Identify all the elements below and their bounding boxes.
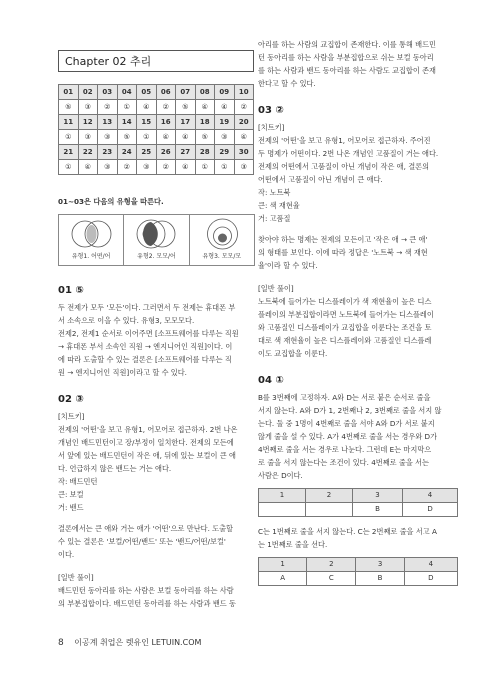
question-number-cell: 21 (59, 145, 79, 160)
q02-tip-line: 작: 배드민턴 (58, 477, 98, 486)
question-number-cell: 01 (59, 85, 79, 100)
page-footer (58, 637, 201, 648)
question-number-cell: 02 (78, 85, 98, 100)
q04-line: 서지 않는다. A와 D가 1, 2번째나 2, 3번째로 줄을 서지 않 (258, 406, 442, 415)
q04-line: 사람은 D이다. (258, 471, 303, 480)
q04-middle-line: C는 1번째로 줄을 서지 않는다. C는 2번째로 줄을 서고 A (258, 527, 437, 536)
grid-value-cell: B (356, 572, 404, 586)
answer-number-row (59, 85, 254, 100)
q02-solution-continued (258, 38, 458, 90)
page-number: 8 (58, 638, 64, 648)
question-number-cell: 22 (78, 145, 98, 160)
grid-value-row (259, 572, 458, 586)
q03-solution-line: 이도 교집합을 이룬다. (258, 349, 328, 358)
q03-tip-line: 전제의 '어떤'을 보고 유형1, 어모어로 접근하자. 주어진 (258, 136, 431, 145)
q02-tip-line: 거: 밴드 (58, 503, 84, 512)
question-number-cell: 03 (98, 85, 118, 100)
grid-header-cell: 4 (403, 489, 458, 503)
grid-value-cell: B (353, 503, 403, 517)
venn-type3 (190, 215, 254, 265)
answer-cell: ④ (156, 130, 176, 145)
q02-continued-line: 턴 동아리를 하는 사람을 부분집합으로 쉬는 보컬 동아리 (258, 53, 434, 62)
q03-tip-line: 어떤에서 고품질이 아닌 개념이 큰 애다. (258, 175, 383, 184)
answer-value-row (59, 100, 254, 115)
q03-solution-line: 와 고품질인 디스플레이가 교집합을 이룬다는 조건을 토 (258, 323, 432, 332)
answer-cell: ② (117, 160, 137, 175)
grid-value-cell: A (259, 572, 307, 586)
answer-cell: ④ (195, 100, 215, 115)
q02-tip-line: 전제의 '어떤'을 보고 유형1, 어모어로 접근하자. 2번 나온 (58, 425, 238, 434)
answer-cell: ④ (78, 160, 98, 175)
answer-cell: ③ (234, 160, 254, 175)
question-number-cell: 11 (59, 115, 79, 130)
answer-number-row (59, 145, 254, 160)
question-number-cell: 06 (156, 85, 176, 100)
intro-note: 01~03은 다음의 유형을 따른다. (58, 197, 164, 206)
answer-cell: ② (156, 100, 176, 115)
answer-cell: ① (59, 160, 79, 175)
question-number-cell: 07 (176, 85, 196, 100)
answer-cell: ④ (137, 100, 157, 115)
q02-tip-label: [치트키] (58, 412, 85, 421)
venn-type2 (124, 215, 189, 265)
grid-header-row (259, 489, 458, 503)
venn-caption-2: 유형2. 모모/어 (137, 253, 176, 260)
q02-conclusion-line: 이다. (58, 550, 75, 559)
q03-conclusion-line: 찾아야 하는 명제는 전제의 모든이고 '작은 애 → 큰 애' (258, 235, 428, 244)
answer-cell: ① (137, 130, 157, 145)
question-number-cell: 25 (137, 145, 157, 160)
answer-cell: ② (98, 100, 118, 115)
q03-solution-label: [일반 풀이] (258, 284, 294, 293)
question-number-cell: 29 (215, 145, 235, 160)
q03-tip-line: 거: 고품질 (258, 214, 291, 223)
answer-value-row (59, 130, 254, 145)
grid-header-cell: 3 (353, 489, 403, 503)
q03-tip-line: 작: 노트북 (258, 188, 291, 197)
answer-cell: ③ (98, 130, 118, 145)
q02-tip-line: 큰: 보컬 (58, 490, 84, 499)
question-number-cell: 24 (117, 145, 137, 160)
q04-line: B를 3번째에 고정하자. A와 D는 서로 붙은 순서로 줄을 (258, 393, 431, 402)
grid-value-row (259, 503, 458, 517)
question-number-cell: 14 (117, 115, 137, 130)
q03-solution-body (258, 295, 458, 360)
question-number-cell: 09 (215, 85, 235, 100)
q03-tip-line: 큰: 색 재현율 (258, 201, 300, 210)
answer-cell: ③ (137, 160, 157, 175)
q01-line: 두 전제가 모두 '모든'이다. 그러면서 두 전제는 휴대폰 부 (58, 303, 236, 312)
question-number-cell: 28 (195, 145, 215, 160)
q04-middle-text (258, 525, 458, 551)
grid-header-cell: 3 (356, 558, 404, 572)
question-number-cell: 16 (156, 115, 176, 130)
grid-value-cell: D (404, 572, 457, 586)
q04-order-table-2 (258, 557, 458, 586)
answer-number-row (59, 115, 254, 130)
q04-heading: 04 ① (258, 375, 284, 386)
q04-line: 않게 줄을 설 수 있다. A가 4번째로 줄을 서는 경우와 D가 (258, 432, 438, 441)
q02-continued-line: 아리를 하는 사람의 교집합이 존재한다. 이를 통해 배드민 (258, 40, 436, 49)
q03-conclusion (258, 233, 458, 272)
answer-cell: ① (117, 100, 137, 115)
q03-conclusion-line: 의 형태를 보인다. 이에 따라 정답은 '노트북 → 색 재현 (258, 248, 428, 257)
answer-cell: ② (234, 100, 254, 115)
q02-tip-line: 서 앞에 있는 배드민턴이 작은 애, 뒤에 있는 보컬이 큰 애 (58, 451, 236, 460)
question-number-cell: 15 (137, 115, 157, 130)
q04-line: 로 줄을 서지 않는다는 조건이 있다. 4번째로 줄을 서는 (258, 458, 429, 467)
q02-conclusion-line: 결론에서는 큰 애와 거는 애가 '어떤'으로 만난다. 도출할 (58, 524, 233, 533)
chapter-title: Chapter 02 추리 (58, 50, 254, 72)
grid-header-cell: 4 (404, 558, 457, 572)
q02-conclusion-line: 수 있는 결론은 '보컬/어떤/밴드' 또는 '밴드/어떤/보컬' (58, 537, 226, 546)
question-number-cell: 10 (234, 85, 254, 100)
q02-continued-line: 한다고 할 수 있다. (258, 79, 316, 88)
q02-solution-body (58, 584, 258, 610)
answer-cell: ① (195, 160, 215, 175)
grid-value-cell (259, 503, 306, 517)
question-number-cell: 19 (215, 115, 235, 130)
question-number-cell: 20 (234, 115, 254, 130)
q02-solution-label: [일반 풀이] (58, 573, 94, 582)
q03-solution-line: 대로 색 재현율이 높은 디스플레이와 고품질인 디스플레 (258, 336, 432, 345)
question-number-cell: 23 (98, 145, 118, 160)
q03-heading: 03 ② (258, 105, 284, 116)
q03-tip-label: [치트키] (258, 123, 285, 132)
question-number-cell: 05 (137, 85, 157, 100)
question-number-cell: 12 (78, 115, 98, 130)
answer-cell: ④ (234, 130, 254, 145)
grid-header-cell: 2 (307, 558, 356, 572)
q03-tip-body (258, 134, 458, 225)
grid-header-cell: 1 (259, 489, 306, 503)
answer-cell: ① (215, 160, 235, 175)
q01-line: 원 → 엔지니어인 직원]이라고 할 수 있다. (58, 368, 187, 377)
question-number-cell: 27 (176, 145, 196, 160)
q02-solution-line: 의 부분집합이다. 배드민턴 동아리를 하는 사람과 밴드 동 (58, 599, 236, 608)
q02-tip-line: 개념인 배드민턴이고 장/부정이 일치한다. 전제의 모든에 (58, 438, 234, 447)
q01-line: 서 소속으로 이을 수 있다. 유형3, 모모모다. (58, 316, 195, 325)
q02-tip-body (58, 423, 258, 514)
q04-line: 는다. 둘 중 1명이 4번째로 줄을 서야 A와 D가 서로 붙지 (258, 419, 435, 428)
left-column (58, 50, 258, 610)
q04-middle-line: 는 1번째로 줄을 선다. (258, 540, 328, 549)
q02-conclusion (58, 522, 258, 561)
answer-cell: ⑤ (117, 130, 137, 145)
q03-solution-line: 플레이의 부분집합이라면 노트북에 들어가는 디스플레이 (258, 310, 434, 319)
venn-caption-3: 유형3. 모모/모 (202, 253, 242, 260)
q04-order-table-1 (258, 488, 458, 517)
question-number-cell: 17 (176, 115, 196, 130)
question-number-cell: 18 (195, 115, 215, 130)
right-column (258, 38, 458, 586)
grid-header-cell: 2 (306, 489, 353, 503)
answer-cell: ③ (98, 160, 118, 175)
question-number-cell: 04 (117, 85, 137, 100)
grid-value-cell: C (307, 572, 356, 586)
grid-value-cell (306, 503, 353, 517)
answer-value-row (59, 160, 254, 175)
grid-header-cell: 1 (259, 558, 307, 572)
answer-cell: ⑤ (59, 100, 79, 115)
q03-solution-line: 노트북에 들어가는 디스플레이가 색 재현율이 높은 디스 (258, 297, 432, 306)
answer-cell: ③ (215, 130, 235, 145)
grid-value-cell: D (403, 503, 458, 517)
question-number-cell: 30 (234, 145, 254, 160)
q01-body (58, 301, 258, 379)
question-number-cell: 26 (156, 145, 176, 160)
q01-line: 에 따라 도출할 수 있는 결론은 [소프트웨어를 다루는 직 (58, 355, 232, 364)
answer-cell: ① (59, 130, 79, 145)
q02-solution-line: 배드민턴 동아리를 하는 사람은 보컬 동아리를 하는 사람 (58, 586, 234, 595)
footer-text: 이공계 취업은 렛유인 LETUIN.COM (74, 638, 202, 647)
grid-header-row (259, 558, 458, 572)
answer-cell: ④ (176, 160, 196, 175)
q01-line: 전제2, 전제1 순서로 이어주면 [소프트웨어를 다루는 직원 (58, 329, 239, 338)
q03-conclusion-line: 율'이라 할 수 있다. (258, 261, 318, 270)
q02-heading: 02 ③ (58, 394, 84, 405)
answer-table (58, 84, 254, 175)
q01-heading: 01 ⑤ (58, 285, 84, 296)
venn-diagram-panel (58, 214, 255, 266)
answer-cell: ② (156, 160, 176, 175)
question-number-cell: 08 (195, 85, 215, 100)
answer-cell: ⑤ (195, 130, 215, 145)
q03-tip-line: 두 명제가 어떤이다. 2번 나온 개념인 고품질이 거는 애다. (258, 149, 439, 158)
q01-line: → 휴대폰 부서 소속인 직원 → 엔지니어인 직원]이다. 이 (58, 342, 233, 351)
venn-type1 (59, 215, 124, 265)
answer-cell: ④ (176, 130, 196, 145)
question-number-cell: 13 (98, 115, 118, 130)
q02-continued-line: 를 하는 사람과 밴드 동아리를 하는 사람도 교집합이 존재 (258, 66, 436, 75)
q04-body (258, 391, 458, 482)
q02-tip-line: 다. 언급하지 않은 밴드는 거는 애다. (58, 464, 172, 473)
answer-cell: ④ (215, 100, 235, 115)
q04-line: 4번째로 줄을 서는 경우로 나눈다. 그런데 E는 마지막으 (258, 445, 432, 454)
answer-cell: ③ (78, 100, 98, 115)
q03-tip-line: 전제의 어떤에서 고품질이 아닌 개념이 작은 애, 결론의 (258, 162, 430, 171)
answer-cell: ③ (78, 130, 98, 145)
venn-caption-1: 유형1. 어떤/어 (71, 253, 111, 260)
answer-cell: ⑤ (176, 100, 196, 115)
